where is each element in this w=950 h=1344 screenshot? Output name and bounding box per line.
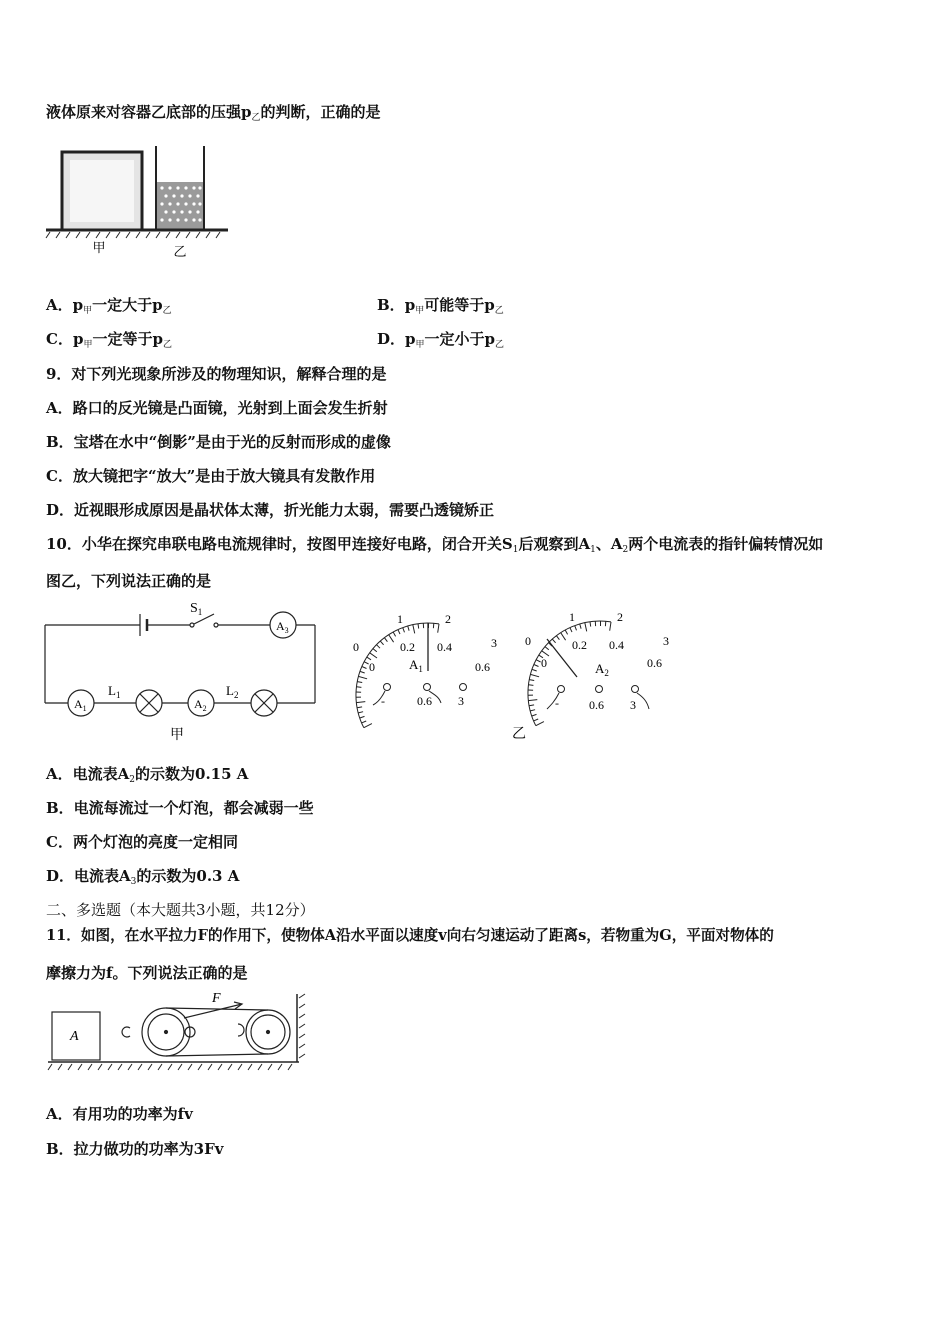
q9-option-c[interactable]: C．放大镜把字“放大”是由于放大镜具有发散作用: [46, 467, 376, 485]
scale-tick: [360, 716, 365, 718]
scale-tick: [384, 638, 387, 642]
scale-tick: [585, 623, 587, 632]
scale-tick: [356, 702, 365, 703]
scale-tick: [529, 705, 534, 706]
scale-tick: [373, 649, 377, 652]
scale-tick: [357, 687, 362, 688]
scale-tick: [532, 669, 537, 671]
svg-text:2: 2: [617, 610, 623, 624]
scale-tick: [413, 625, 415, 634]
circuit-caption: 甲: [170, 728, 184, 743]
q10-option-b[interactable]: B．电流每流过一个灯泡，都会减弱一些: [46, 799, 314, 817]
q9-option-a[interactable]: A．路口的反光镜是凸面镜，光射到上面会发生折射: [46, 399, 388, 417]
q11-option-b[interactable]: B．拉力做功的功率为3Fv: [46, 1140, 224, 1158]
scale-tick: [530, 674, 539, 676]
q8-option-b[interactable]: B．$p_甲$可能等于$p_乙$: [377, 296, 504, 316]
svg-text:3: 3: [630, 698, 636, 712]
scale-tick: [536, 660, 541, 662]
scale-tick: [529, 680, 534, 681]
intro-line: 液体原来对容器乙底部的压强$p_乙$的判断，正确的是: [46, 103, 381, 123]
scale-tick: [530, 710, 535, 711]
ammeter-a1: [353, 612, 497, 728]
lamp-l1-label: $L_1$: [108, 683, 121, 700]
svg-text:0.4: 0.4: [437, 640, 452, 654]
meter-a1-label: $A_1$: [74, 697, 87, 713]
scale-tick: [556, 636, 559, 640]
scale-tick: [389, 635, 394, 643]
scale-tick: [358, 712, 363, 713]
force-f-label: F: [212, 991, 221, 1006]
svg-text:3: 3: [491, 636, 497, 650]
scale-tick: [565, 630, 567, 634]
scale-tick: [408, 626, 409, 631]
q10-option-d[interactable]: D．电流表$A_3$的示数为0.3 A: [46, 867, 240, 887]
scale-tick: [570, 628, 572, 633]
svg-text:0.6: 0.6: [417, 694, 432, 708]
label-jia: 甲: [92, 240, 106, 255]
scale-tick: [362, 721, 367, 723]
scale-tick: [403, 628, 405, 633]
scale-tick: [364, 724, 372, 728]
scale-tick: [398, 630, 400, 635]
q8-option-d[interactable]: D．$p_甲$一定小于$p_乙$: [377, 330, 505, 350]
containers-figure: [44, 140, 234, 260]
svg-text:1: 1: [397, 612, 403, 626]
svg-text:3: 3: [458, 694, 464, 708]
q9-option-b[interactable]: B．宝塔在水中“倒影”是由于光的反射而形成的虚像: [46, 433, 391, 451]
svg-text:-: -: [555, 696, 559, 710]
q10-stem: 10．小华在探究串联电路电流规律时，按图甲连接好电路，闭合开关$S_1$后观察到$A_1$、$A_2$两个电流表的指针偏转情况如: [46, 535, 824, 555]
scale-tick: [532, 714, 537, 716]
svg-text:0.6: 0.6: [475, 660, 490, 674]
meter-a2-label: $A_2$: [194, 697, 207, 713]
svg-text:0: 0: [525, 634, 531, 648]
svg-text:A1: $A_1$: [409, 657, 423, 674]
svg-text:1: 1: [569, 610, 575, 624]
scale-tick: [357, 682, 362, 683]
meters-caption: 乙: [512, 727, 526, 742]
svg-text:0.2: 0.2: [572, 638, 587, 652]
q10-option-c[interactable]: C．两个灯泡的亮度一定相同: [46, 833, 238, 851]
q8-option-c[interactable]: C．$p_甲$一定等于$p_乙$: [46, 330, 172, 350]
scale-tick: [534, 719, 539, 721]
circuit-diagram: [40, 600, 325, 745]
svg-text:0.4: 0.4: [609, 638, 624, 652]
scale-tick: [580, 624, 581, 629]
q11-stem-line2: 摩擦力为f。下列说法正确的是: [46, 964, 248, 982]
svg-text:2: 2: [445, 612, 451, 626]
scale-tick: [377, 645, 381, 649]
scale-tick: [536, 722, 544, 726]
scale-tick: [364, 662, 369, 664]
block-a-label: A: [70, 1029, 79, 1044]
scale-arc: [356, 623, 439, 728]
scale-tick: [610, 622, 611, 631]
scale-tick: [358, 676, 367, 678]
meter-a3-label: $A_3$: [276, 619, 289, 635]
scale-tick: [534, 665, 539, 667]
scale-tick: [552, 639, 555, 643]
scale-tick: [360, 671, 365, 673]
scale-tick: [575, 626, 577, 631]
svg-text:0: 0: [541, 656, 547, 670]
scale-tick: [357, 707, 362, 708]
label-yi: 乙: [173, 244, 187, 259]
q11-stem: 11．如图，在水平拉力F的作用下，使物体A沿水平面以速度v向右匀速运动了距离s，若物重为G，平面对物体的: [46, 927, 774, 944]
q9-stem: 9．对下列光现象所涉及的物理知识，解释合理的是: [46, 365, 387, 383]
section-heading: 二、多选题（本大题共3小题，共12分）: [46, 901, 315, 919]
scale-tick: [561, 633, 566, 641]
q10-option-a[interactable]: A．电流表$A_2$的示数为0.15 A: [46, 765, 249, 785]
switch-label: $S_1$: [190, 601, 203, 617]
scale-tick: [528, 700, 537, 701]
scale-tick: [545, 647, 549, 650]
svg-text:0: 0: [353, 640, 359, 654]
scale-tick: [362, 667, 367, 669]
scale-tick: [418, 624, 419, 629]
ammeter-a2: [525, 610, 669, 726]
svg-text:3: 3: [663, 634, 669, 648]
scale-tick: [393, 632, 395, 636]
q8-option-a[interactable]: A．$p_甲$一定大于$p_乙$: [46, 296, 172, 316]
lamp-l2-label: $L_2$: [226, 683, 239, 700]
pulley-figure: [44, 990, 309, 1075]
q9-option-d[interactable]: D．近视眼形成原因是晶状体太薄，折光能力太弱，需要凸透镜矫正: [46, 501, 495, 519]
scale-tick: [380, 641, 383, 645]
svg-text:0.6: 0.6: [647, 656, 662, 670]
scale-tick: [370, 653, 377, 658]
svg-text:0.2: 0.2: [400, 640, 415, 654]
scale-tick: [590, 622, 591, 627]
svg-text:-: -: [381, 694, 385, 708]
svg-text:0.6: 0.6: [589, 698, 604, 712]
svg-text:A2: $A_2$: [595, 661, 609, 678]
q11-option-a[interactable]: A．有用功的功率为fv: [46, 1105, 193, 1123]
q10-stem-line2: 图乙，下列说法正确的是: [46, 572, 212, 590]
ammeters-figure: [345, 605, 690, 745]
scale-tick: [438, 624, 439, 633]
svg-text:0: 0: [369, 660, 375, 674]
scale-tick: [529, 685, 534, 686]
